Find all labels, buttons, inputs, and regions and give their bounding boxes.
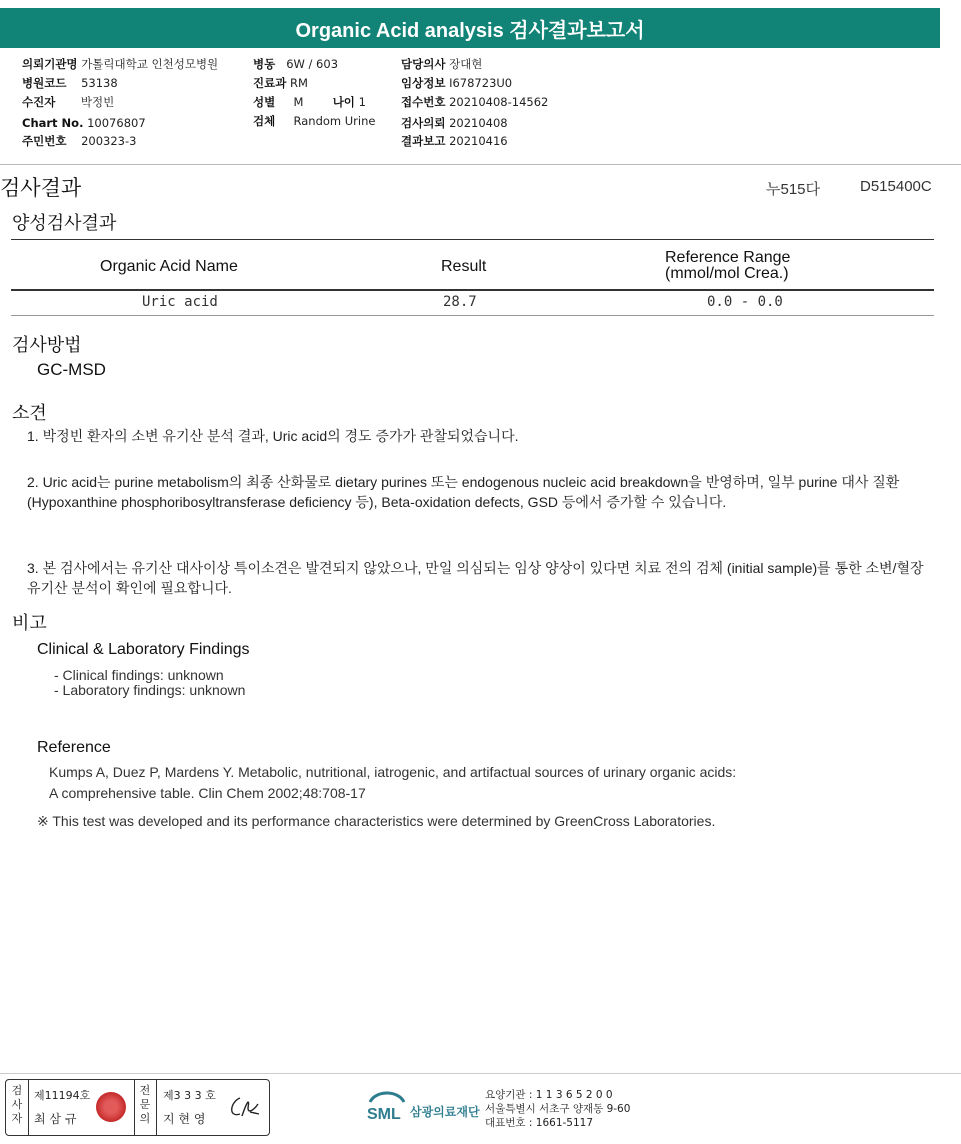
header-row (401, 74, 512, 92)
row-result: 28.7 (443, 294, 477, 310)
test-code-korean: 누515다 (766, 181, 821, 198)
method-heading: 검사방법 (12, 335, 82, 356)
reference-line-1: Kumps A, Duez P, Mardens Y. Metabolic, nutritional, iatrogenic, and artifactual sources of urinary organic acids: (49, 764, 737, 780)
disclaimer-note: ※ This test was developed and its performance characteristics were determined by GreenCross Laboratories. (37, 813, 716, 829)
laboratory-findings: - Laboratory findings: unknown (54, 682, 246, 698)
field-value: 10076807 (87, 116, 146, 130)
field-label: 결과보고 (401, 134, 446, 148)
header-row (22, 74, 118, 92)
field-label: Chart No. (22, 116, 84, 130)
row-name: Uric acid (142, 294, 218, 310)
finding-3: 3. 본 검사에서는 유기산 대사이상 특이소견은 발견되지 않았으나, 만일 의심되는 임상 양상이 있다면 치료 전의 검체 (initial sample)를 통한 소변/혈장 유기산 분석이 확인에 필요합니다. (27, 560, 924, 596)
finding-1: 1. 박정빈 환자의 소변 유기산 분석 결과, Uric acid의 경도 증가가 관찰되었습니다. (27, 428, 519, 444)
field-value: 가톨릭대학교 인천성모병원 (81, 57, 219, 71)
field-value: 박정빈 (80, 95, 115, 109)
field-label: 주민번호 (22, 134, 67, 148)
address-line: 대표번호 : 1661-5117 (485, 1117, 594, 1129)
field-value: 20210408 (449, 116, 508, 130)
col-header-unit: (mmol/mol Crea.) (665, 265, 789, 282)
divider (134, 1080, 135, 1135)
signature-icon (226, 1092, 262, 1122)
header-row (253, 112, 375, 130)
findings-heading: 소견 (12, 403, 47, 424)
patient-header (0, 49, 961, 165)
sign2-number: 제3 3 3 호 (163, 1089, 216, 1102)
table-bottom-rule (11, 315, 934, 316)
field-value: 20210416 (449, 134, 508, 148)
field-label: 수진자 (22, 95, 56, 109)
organization-address (485, 1088, 630, 1130)
sign1-label: 검사자 (11, 1084, 23, 1125)
seal-icon (96, 1092, 126, 1122)
positive-results-heading: 양성검사결과 (12, 213, 117, 234)
header-row (401, 55, 482, 73)
clinical-findings: - Clinical findings: unknown (54, 667, 224, 683)
field-label: 성별 (253, 95, 276, 109)
field-label: 검체 (253, 114, 276, 128)
logo-text: SML (367, 1106, 401, 1123)
sign2-label: 전문의 (139, 1084, 151, 1125)
signature-box (5, 1079, 270, 1136)
field-label: 병원코드 (22, 76, 67, 90)
sign1-number: 제11194호 (34, 1089, 91, 1102)
divider (156, 1080, 157, 1135)
sign1-name: 최 삼 규 (34, 1112, 77, 1126)
header-row (401, 114, 508, 132)
header-row (22, 114, 146, 132)
field-value: 6W / 603 (286, 57, 339, 71)
field-value: 장대현 (449, 57, 483, 71)
field-value: RM (289, 76, 308, 90)
reference-heading: Reference (37, 739, 111, 756)
header-row (253, 55, 338, 73)
divider (28, 1080, 29, 1135)
field-value: 53138 (81, 76, 118, 90)
header-row (253, 93, 366, 111)
address-line: 서울특별시 서초구 양재동 9-60 (485, 1103, 631, 1115)
header-row (22, 132, 136, 150)
age-value: 1 (358, 95, 366, 109)
finding-2: 2. Uric acid는 purine metabolism의 최종 산화물로 dietary purines 또는 endogenous nucleic acid breakdown을 반영하며, 일부 purine 대사 질환(Hypoxanthine phosphoribosyltransferase deficiency 등), Beta-oxidation defects, GSD 등에서 증가할 수 있습니다. (27, 474, 900, 510)
field-label: 접수번호 (401, 95, 446, 109)
sign2-name: 지 현 영 (163, 1112, 206, 1126)
sml-logo-icon (366, 1088, 408, 1124)
clinical-lab-heading: Clinical & Laboratory Findings (37, 641, 250, 658)
field-value: 200323-3 (81, 134, 137, 148)
test-code: D515400C (860, 178, 932, 195)
field-value: Random Urine (293, 114, 376, 128)
field-label: 병동 (253, 57, 276, 71)
header-row (22, 93, 114, 111)
footer-rule (0, 1073, 961, 1074)
field-value: M (293, 95, 304, 109)
header-row (401, 93, 548, 111)
field-value: 20210408-14562 (449, 95, 549, 109)
address-line: 요양기관 : 1 1 3 6 5 2 0 0 (485, 1089, 613, 1101)
field-label: 담당의사 (401, 57, 446, 71)
method-value: GC-MSD (37, 360, 106, 379)
field-value: I678723U0 (449, 76, 513, 90)
table-top-rule (11, 239, 934, 240)
field-label: 진료과 (253, 76, 287, 90)
organization-name: 삼광의료재단 (410, 1105, 480, 1119)
field-label: 의뢰기관명 (22, 57, 78, 71)
header-row (401, 132, 508, 150)
field-label: 임상정보 (401, 76, 446, 90)
col-header-range: Reference Range (665, 249, 791, 266)
section-heading-results: 검사결과 (0, 176, 82, 200)
report-title: Organic Acid analysis 검사결과보고서 (0, 8, 940, 48)
header-row (22, 55, 218, 73)
reference-line-2: A comprehensive table. Clin Chem 2002;48:708-17 (49, 785, 366, 801)
row-range: 0.0 - 0.0 (707, 294, 783, 310)
table-header-rule (11, 289, 934, 291)
field-label: 검사의뢰 (401, 116, 446, 130)
header-row (253, 74, 308, 92)
age-label: 나이 (332, 95, 355, 109)
col-header-result: Result (441, 258, 487, 275)
col-header-name: Organic Acid Name (100, 258, 238, 275)
remarks-heading: 비고 (12, 613, 47, 634)
